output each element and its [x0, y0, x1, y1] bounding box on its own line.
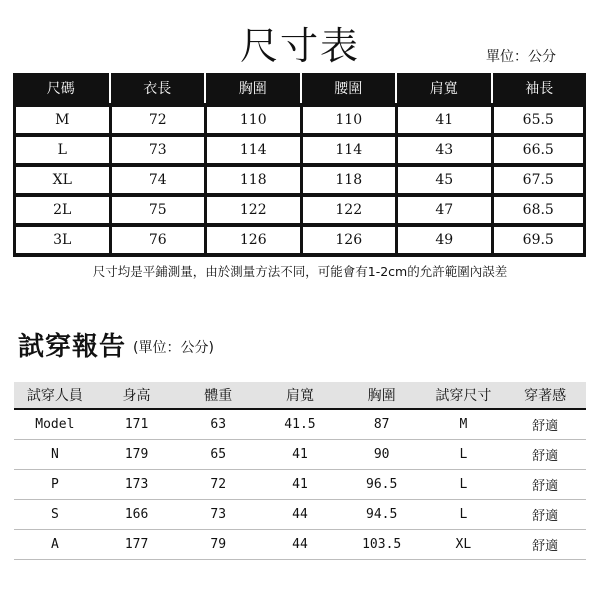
size-header-cell: 衣長 [109, 73, 205, 103]
try-table-row [14, 530, 586, 560]
try-cell: 166 [96, 500, 178, 530]
try-cell: Model [14, 409, 96, 440]
size-cell: 122 [204, 193, 300, 223]
try-cell: 103.5 [341, 530, 423, 560]
size-table-header-row [13, 73, 586, 103]
size-table-row [13, 223, 586, 257]
size-cell: 68.5 [491, 193, 587, 223]
try-cell: 舒適 [504, 530, 586, 560]
try-cell: 177 [96, 530, 178, 560]
try-cell: 44 [259, 530, 341, 560]
try-cell: M [423, 409, 505, 440]
size-cell: 43 [395, 133, 491, 163]
try-cell: 舒適 [504, 470, 586, 500]
size-chart-unit: 單位：公分 [486, 49, 556, 65]
size-cell: 74 [109, 163, 205, 193]
size-table-row [13, 163, 586, 193]
try-cell: 72 [177, 470, 259, 500]
size-cell: 47 [395, 193, 491, 223]
try-header-cell: 試穿尺寸 [423, 382, 505, 409]
try-cell: L [423, 440, 505, 470]
size-cell: L [13, 133, 109, 163]
size-cell: 114 [204, 133, 300, 163]
try-cell: 63 [177, 409, 259, 440]
try-cell: 79 [177, 530, 259, 560]
try-cell: 65 [177, 440, 259, 470]
try-cell: 舒適 [504, 409, 586, 440]
size-cell: 118 [204, 163, 300, 193]
size-cell: 126 [300, 223, 396, 257]
try-cell: 94.5 [341, 500, 423, 530]
try-cell: L [423, 500, 505, 530]
try-cell: A [14, 530, 96, 560]
try-cell: 87 [341, 409, 423, 440]
size-cell: 118 [300, 163, 396, 193]
try-cell: L [423, 470, 505, 500]
try-header-cell: 體重 [177, 382, 259, 409]
try-cell: N [14, 440, 96, 470]
size-table-row [13, 133, 586, 163]
try-cell: 73 [177, 500, 259, 530]
try-cell: 179 [96, 440, 178, 470]
try-cell: 96.5 [341, 470, 423, 500]
try-table-header-row [14, 382, 586, 409]
size-table-row [13, 103, 586, 133]
try-cell: 171 [96, 409, 178, 440]
size-cell: 110 [204, 103, 300, 133]
size-cell: 41 [395, 103, 491, 133]
size-cell: 126 [204, 223, 300, 257]
size-cell: 76 [109, 223, 205, 257]
size-cell: 72 [109, 103, 205, 133]
try-cell: 173 [96, 470, 178, 500]
try-table-row [14, 409, 586, 440]
size-header-cell: 腰圍 [300, 73, 396, 103]
try-header-cell: 肩寬 [259, 382, 341, 409]
size-cell: 122 [300, 193, 396, 223]
try-header-cell: 試穿人員 [14, 382, 96, 409]
try-cell: 舒適 [504, 440, 586, 470]
size-chart-title: 尺寸表 [239, 24, 360, 68]
try-header-cell: 胸圍 [341, 382, 423, 409]
size-cell: 75 [109, 193, 205, 223]
size-cell: 73 [109, 133, 205, 163]
try-report-unit: (單位：公分) [133, 340, 214, 356]
size-cell: 66.5 [491, 133, 587, 163]
size-cell: 65.5 [491, 103, 587, 133]
try-report-title: 試穿報告 [18, 332, 127, 362]
size-cell: 110 [300, 103, 396, 133]
size-chart-note: 尺寸均是平鋪測量，由於測量方法不同，可能會有1-2cm的允許範圍內誤差 [92, 264, 508, 279]
size-header-cell: 胸圍 [204, 73, 300, 103]
size-cell: 67.5 [491, 163, 587, 193]
try-cell: 舒適 [504, 500, 586, 530]
size-chart-table [13, 73, 586, 257]
try-cell: XL [423, 530, 505, 560]
size-cell: M [13, 103, 109, 133]
try-cell: 41.5 [259, 409, 341, 440]
size-table-row [13, 193, 586, 223]
try-table-row [14, 500, 586, 530]
size-cell: 49 [395, 223, 491, 257]
try-header-cell: 穿著感 [504, 382, 586, 409]
size-cell: XL [13, 163, 109, 193]
try-report-table [14, 382, 586, 560]
try-table-row [14, 440, 586, 470]
size-header-cell: 肩寬 [395, 73, 491, 103]
size-cell: 2L [13, 193, 109, 223]
size-header-cell: 袖長 [491, 73, 587, 103]
try-table-row [14, 470, 586, 500]
size-header-cell: 尺碼 [13, 73, 109, 103]
size-cell: 45 [395, 163, 491, 193]
try-cell: 44 [259, 500, 341, 530]
size-cell: 3L [13, 223, 109, 257]
try-cell: 90 [341, 440, 423, 470]
try-header-cell: 身高 [96, 382, 178, 409]
try-cell: 41 [259, 440, 341, 470]
try-cell: S [14, 500, 96, 530]
try-cell: P [14, 470, 96, 500]
try-cell: 41 [259, 470, 341, 500]
size-cell: 69.5 [491, 223, 587, 257]
size-cell: 114 [300, 133, 396, 163]
